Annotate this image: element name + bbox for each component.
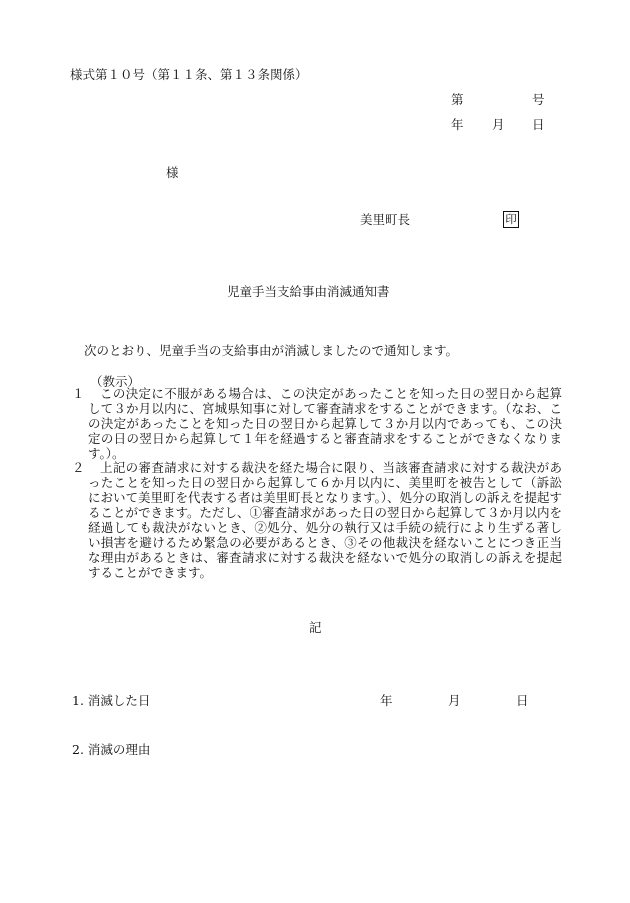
ki-heading: 記	[309, 620, 322, 635]
instructions-label: （教示）	[90, 374, 141, 389]
extinction-reason-label: 2. 消滅の理由	[72, 742, 151, 757]
issue-date-month: 月	[492, 117, 505, 132]
instruction-item-text: 上記の審査請求に対する裁決を経た場合に限り、当該審査請求に対する裁決があったことを知った日の翌日から起算して６か月以内に、美里町を被告として（訴訟において美里町を代表する者は美里町長となります。）、処分の取消しの訴えを提起することができます。ただし、①審査請求があった日の翌日から起算して３か月以内を経過しても裁決がないとき、②処分、処分の執行又は手続の続行により生ずる著しい損害を避けるため緊急の必要があるとき、③その他裁決を経ないことにつき正当な理由があるときは、審査請求に対する裁決を経ないで処分の取消しの訴えを提起することができます。	[88, 460, 563, 580]
addressee-honorific: 様	[166, 165, 179, 180]
instruction-item	[72, 460, 562, 580]
issuer-name: 美里町長	[360, 212, 411, 227]
document-title: 児童手当支給事由消滅通知書	[227, 284, 390, 299]
issue-number-prefix: 第	[451, 92, 464, 107]
issue-date-year: 年	[451, 117, 464, 132]
extinction-date-month: 月	[448, 693, 461, 708]
form-number: 様式第１０号（第１１条、第１３条関係）	[70, 67, 308, 82]
extinction-date-year: 年	[380, 693, 393, 708]
issue-number-suffix: 号	[532, 92, 545, 107]
extinction-date-label: 1. 消滅した日	[72, 693, 151, 708]
instruction-item-number: １	[72, 386, 85, 401]
seal-box: 印	[503, 211, 519, 228]
instruction-item-number: ２	[72, 460, 85, 475]
extinction-date-day: 日	[516, 693, 529, 708]
instruction-item-text: この決定に不服がある場合は、この決定があったことを知った日の翌日から起算して３か月以内に、宮城県知事に対して審査請求をすることができます。（なお、この決定があったことを知った日の翌日から起算して３か月以内であっても、この決定の日の翌日から起算して１年を経過すると審査請求をすることができなくなります。）。	[88, 386, 562, 461]
instruction-item	[72, 386, 562, 461]
lead-paragraph: 次のとおり、児童手当の支給事由が消滅しましたので通知します。	[84, 343, 459, 358]
issue-date-day: 日	[532, 117, 545, 132]
